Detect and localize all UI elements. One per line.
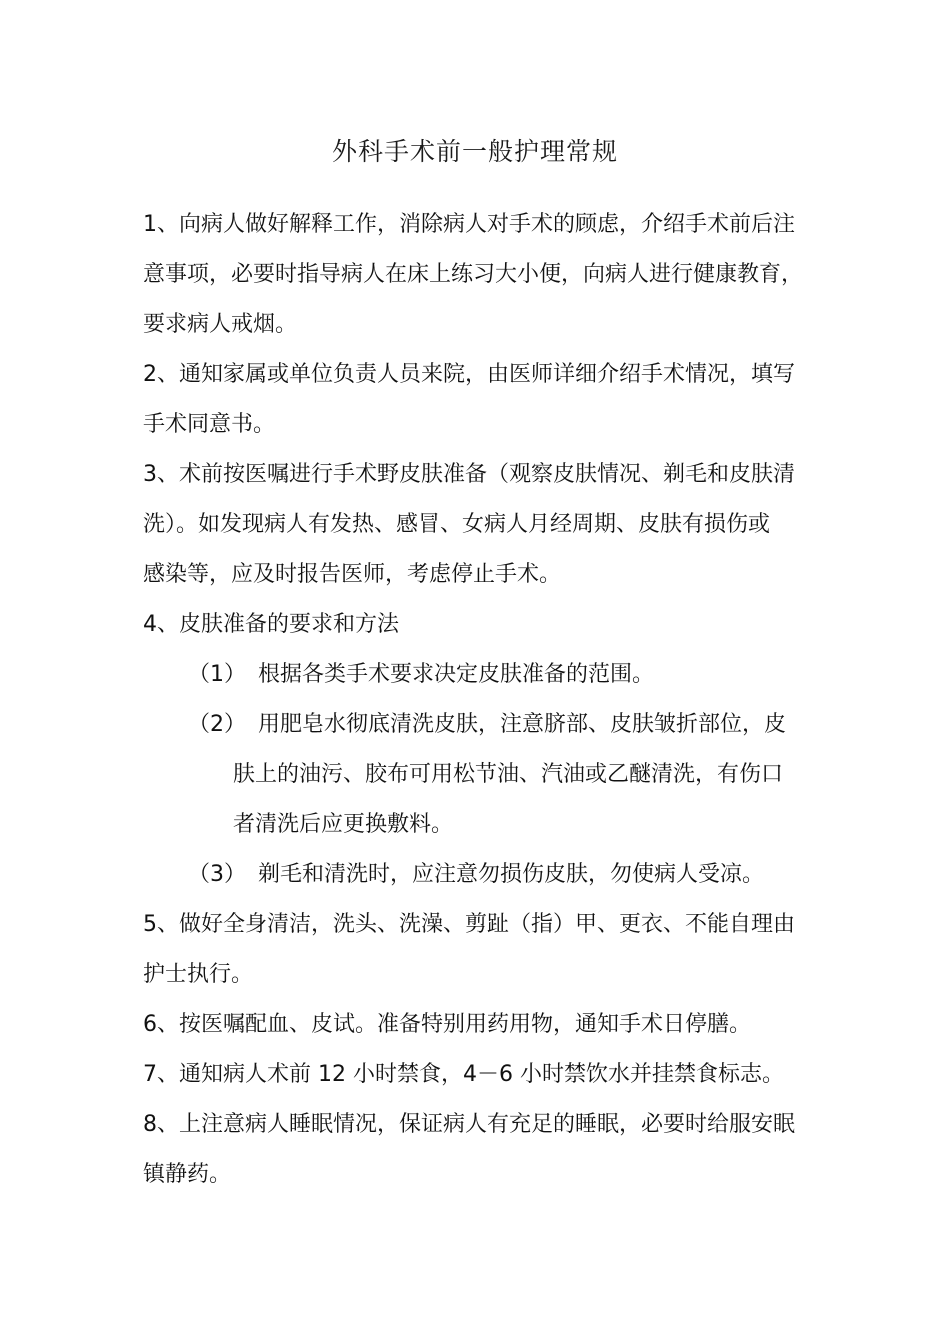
line: 5、做好全身清洁，洗头、洗澡、剪趾（指）甲、更衣、不能自理由: [143, 912, 795, 937]
line: 者清洗后应更换敷料。: [233, 812, 454, 837]
line: 镇静药。: [143, 1162, 232, 1187]
list-item-8: [143, 1100, 813, 1200]
line: 剃毛和清洗时，应注意勿损伤皮肤，勿使病人受凉。: [258, 862, 765, 887]
list-item-1: [143, 200, 813, 350]
line: 洗）。如发现病人有发热、感冒、女病人月经周期、皮肤有损伤或: [143, 512, 771, 537]
line: 6、按医嘱配血、皮试。准备特别用药用物，通知手术日停膳。: [143, 1012, 751, 1037]
sub-item-number: （2）: [188, 712, 246, 737]
line: 2、通知家属或单位负责人员来院，由医师详细介绍手术情况，填写: [143, 362, 795, 387]
page-title: 外科手术前一般护理常规: [331, 137, 618, 166]
list-item-4: [143, 600, 813, 650]
line: 肤上的油污、胶布可用松节油、汽油或乙醚清洗，有伤口: [233, 762, 784, 787]
sub-item-2: [143, 700, 813, 850]
line: 感染等，应及时报告医师，考虑停止手术。: [143, 562, 562, 587]
line: 意事项，必要时指导病人在床上练习大小便，向病人进行健康教育，: [143, 262, 804, 287]
sub-item-number: （1）: [188, 662, 246, 687]
line: 1、向病人做好解释工作，消除病人对手术的顾虑，介绍手术前后注: [143, 212, 795, 237]
line: 手术同意书。: [143, 412, 276, 437]
sub-item-1: [143, 650, 813, 700]
line: 4、皮肤准备的要求和方法: [143, 612, 399, 637]
sub-item-3: [143, 850, 813, 900]
line: 3、术前按医嘱进行手术野皮肤准备（观察皮肤情况、剃毛和皮肤清: [143, 462, 795, 487]
list-item-6: [143, 1000, 813, 1050]
list-item-3: [143, 450, 813, 600]
sub-item-number: （3）: [188, 862, 246, 887]
line: 要求病人戒烟。: [143, 312, 298, 337]
line: 根据各类手术要求决定皮肤准备的范围。: [258, 662, 655, 687]
document-body: [143, 200, 813, 1200]
line: 用肥皂水彻底清洗皮肤，注意脐部、皮肤皱折部位，皮: [258, 712, 787, 737]
list-item-7: [143, 1050, 813, 1100]
line: 护士执行。: [143, 962, 254, 987]
line: 8、上注意病人睡眠情况，保证病人有充足的睡眠，必要时给服安眠: [143, 1112, 795, 1137]
line: 7、通知病人术前 12 小时禁食，4－6 小时禁饮水并挂禁食标志。: [143, 1062, 784, 1087]
list-item-2: [143, 350, 813, 450]
list-item-5: [143, 900, 813, 1000]
